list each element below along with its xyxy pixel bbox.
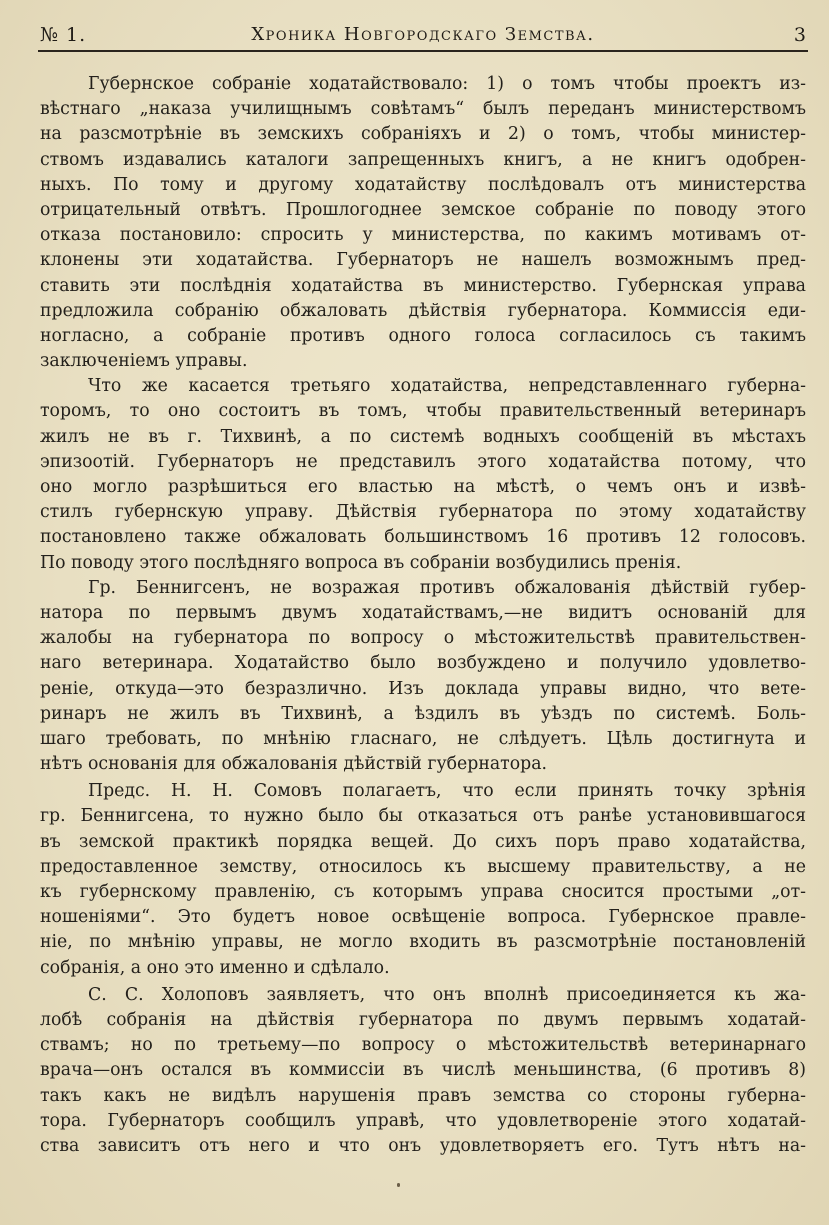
text-line: собранія, а оно это именно и сдѣлало. — [40, 957, 390, 978]
text-line: жалобы на губернатора по вопросу о мѣстожительствѣ правительствен- — [40, 628, 806, 649]
text-line: отрицательный отвѣтъ. Прошлогоднее земское собраніе по поводу этого — [40, 199, 806, 220]
text-line: стилъ губернскую управу. Дѣйствія губернатора по этому ходатайству — [40, 502, 806, 523]
text-line: По поводу этого послѣдняго вопроса въ собраніи возбудились пренія. — [40, 552, 682, 573]
text-line: эпизоотій. Губернаторъ не представилъ этого ходатайства потому, что — [40, 451, 806, 472]
text-line: въ земской практикѣ порядка вещей. До сихъ поръ право ходатайства, — [40, 831, 806, 852]
text-line: на разсмотрѣніе въ земскихъ собраніяхъ и 2) о томъ, чтобы министер- — [40, 124, 806, 145]
journal-title: Хроника Новгородскаго Земства. — [251, 24, 595, 45]
print-speck — [397, 1183, 400, 1187]
article-body — [40, 72, 806, 1159]
text-line: ногласно, а собраніе противъ одного голоса согласилось съ такимъ — [40, 325, 806, 346]
text-line: реніе, откуда—это безразлично. Изъ доклада управы видно, что вете- — [40, 678, 806, 699]
text-line: такъ какъ не видѣлъ нарушенія правъ земства со стороны губерна- — [40, 1085, 806, 1106]
text-line: С. С. Холоповъ заявляетъ, что онъ вполнѣ присоединяется къ жа- — [88, 984, 806, 1005]
text-line: къ губернскому правленію, съ которымъ управа сносится простыми „от- — [40, 882, 806, 902]
paragraph-3 — [40, 576, 806, 778]
text-line: Предс. Н. Н. Сомовъ полагаетъ, что если принять точку зрѣнія — [88, 781, 806, 802]
text-line: ствомъ издавались каталоги запрещенныхъ книгъ, а не книгъ одобрен- — [40, 149, 806, 170]
text-line: клонены эти ходатайства. Губернаторъ не нашелъ возможнымъ пред- — [40, 250, 806, 271]
text-line: Что же касается третьяго ходатайства, непредставленнаго губерна- — [88, 376, 806, 397]
text-line: ринаръ не жилъ въ Тихвинѣ, а ѣздилъ въ уѣздъ по системѣ. Боль- — [40, 703, 806, 724]
text-line: вѣстнаго „наказа училищнымъ совѣтамъ“ былъ переданъ министерствомъ — [40, 99, 806, 120]
text-line: гр. Беннигсена, то нужно было бы отказаться отъ ранѣе установившагося — [40, 806, 806, 827]
running-header — [40, 22, 806, 48]
paragraph-5 — [40, 983, 806, 1159]
text-line: оно могло разрѣшиться его властью на мѣстѣ, о чемъ онъ и извѣ- — [40, 477, 806, 497]
text-line: ствамъ; но по третьему—по вопросу о мѣстожительствѣ ветеринарнаго — [40, 1035, 806, 1056]
page-number: 3 — [793, 24, 806, 46]
text-line: Губернское собраніе ходатайствовало: 1) о томъ чтобы проектъ из- — [88, 74, 806, 94]
header-rule — [38, 50, 808, 52]
text-line: ставить эти послѣднія ходатайства въ министерство. Губернская управа — [40, 275, 806, 296]
paragraph-4 — [40, 779, 806, 981]
text-line: предоставленное земству, относилось къ высшему правительству, а не — [40, 856, 806, 877]
paragraph-1 — [40, 72, 806, 374]
text-line: врача—онъ остался въ коммиссіи въ числѣ меньшинства, (6 противъ 8) — [40, 1060, 806, 1081]
text-line: ніе, по мнѣнію управы, не могло входить въ разсмотрѣніе постановленій — [40, 932, 806, 953]
text-line: натора по первымъ двумъ ходатайствамъ,—не видитъ основаній для — [40, 602, 806, 623]
text-line: шаго требовать, по мнѣнію гласнаго, не слѣдуетъ. Цѣль достигнута и — [40, 728, 806, 749]
text-line: торомъ, то оно состоитъ въ томъ, чтобы правительственный ветеринаръ — [40, 401, 806, 422]
text-line: лобѣ собранія на дѣйствія губернатора по двумъ первымъ ходатай- — [40, 1009, 806, 1030]
text-line: отказа постановило: спросить у министерства, по какимъ мотивамъ от- — [40, 225, 806, 246]
text-line: наго ветеринара. Ходатайство было возбуждено и получило удовлетво- — [40, 653, 806, 674]
text-line: Гр. Беннигсенъ, не возражая противъ обжалованія дѣйствій губер- — [88, 577, 806, 598]
text-line: постановлено также обжаловать большинствомъ 16 противъ 12 голосовъ. — [40, 527, 806, 548]
paragraph-2 — [40, 374, 806, 576]
text-line: предложила собранію обжаловать дѣйствія губернатора. Коммиссія еди- — [40, 300, 806, 321]
text-line: нѣтъ основанія для обжалованія дѣйствій губернатора. — [40, 754, 547, 775]
text-line: тора. Губернаторъ сообщилъ управѣ, что удовлетвореніе этого ходатай- — [40, 1110, 806, 1131]
text-line: жилъ не въ г. Тихвинѣ, а по системѣ водныхъ сообщеній въ мѣстахъ — [40, 426, 806, 447]
text-line: ныхъ. По тому и другому ходатайству послѣдовалъ отъ министерства — [40, 174, 806, 195]
text-line: ношеніями“. Это будетъ новое освѣщеніе вопроса. Губернское правле- — [40, 907, 806, 928]
issue-number: № 1. — [40, 24, 87, 46]
text-line: ства зависитъ отъ него и что онъ удовлетворяетъ его. Тутъ нѣтъ на- — [40, 1135, 806, 1156]
text-line: заключеніемъ управы. — [40, 351, 248, 372]
